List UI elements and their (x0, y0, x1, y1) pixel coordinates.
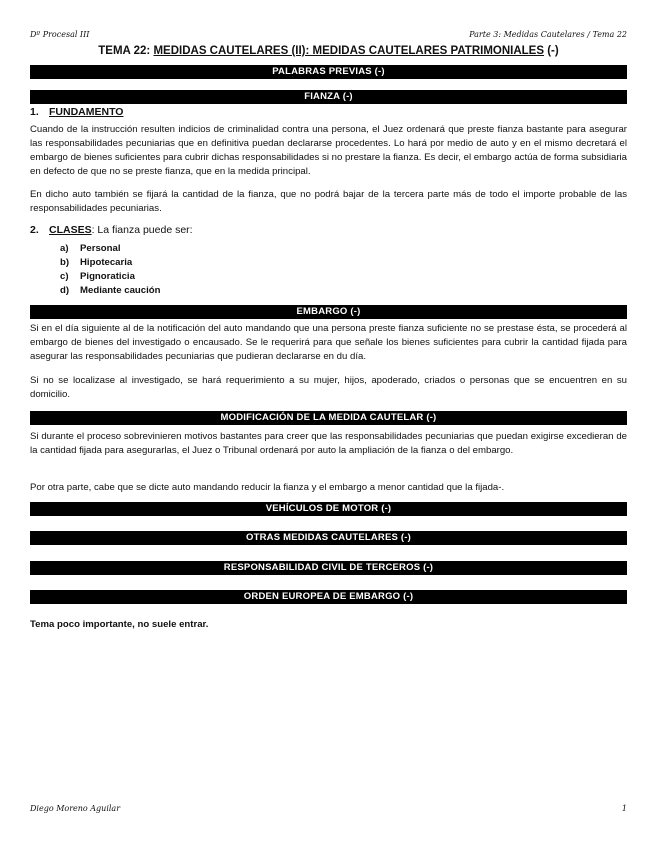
section-bar-vehiculos: VEHÍCULOS DE MOTOR (-) (30, 502, 627, 516)
subsection-label: FUNDAMENTO (49, 106, 124, 118)
subsection-label: CLASES (49, 224, 92, 236)
modificacion-paragraph-1: Si durante el proceso sobrevinieren motivos bastantes para creer que las responsabilidades pecuniarias que puedan exigirse excedieran de la cantidad fijada para asegurarlas, el Juez o Tribunal ordenará por auto la ampliación de la fianza o del embargo. (30, 431, 627, 456)
title-underlined: MEDIDAS CAUTELARES (II): MEDIDAS CAUTELARES PATRIMONIALES (153, 45, 545, 57)
closing-note: Tema poco importante, no suele entrar. (30, 619, 209, 630)
document-title (30, 45, 627, 57)
list-item: a) Personal (60, 243, 121, 254)
section-bar-embargo: EMBARGO (-) (30, 305, 627, 319)
list-item: b) Hipotecaria (60, 257, 133, 268)
modificacion-paragraph-2: Por otra parte, cabe que se dicte auto mandando reducir la fianza y el embargo a menor cantidad que la fijada-. (30, 482, 505, 493)
section-bar-otras-medidas: OTRAS MEDIDAS CAUTELARES (-) (30, 531, 627, 545)
subsection-text: : La fianza puede ser: (91, 224, 193, 236)
embargo-paragraph-1: Si en el día siguiente al de la notificación del auto mandando que una persona preste fianza suficiente no se prestase ésta, se procederá al embargo de bienes del investigado o encausado. Se le requerirá para que señale los bienes suficientes para cubrir la cantidad fijada para asegurar las responsabilidades pecuniarias que pudieran declararse en du día. (30, 323, 627, 362)
section-bar-responsabilidad: RESPONSABILIDAD CIVIL DE TERCEROS (-) (30, 561, 627, 575)
header-right: Parte 3: Medidas Cautelares / Tema 22 (469, 30, 627, 39)
title-suffix: (-) (544, 45, 559, 57)
subsection-number: 1. (30, 106, 39, 118)
footer-author: Diego Moreno Aguilar (30, 804, 121, 813)
title-prefix: TEMA 22: (98, 45, 154, 57)
document-page (30, 0, 627, 848)
section-bar-fianza: FIANZA (-) (30, 90, 627, 104)
subsection-number: 2. (30, 224, 39, 236)
subsection-fundamento (30, 106, 123, 118)
list-item: d) Mediante caución (60, 285, 161, 296)
header-left: Dº Procesal III (30, 30, 90, 39)
list-item: c) Pignoraticia (60, 271, 135, 282)
section-bar-orden-europea: ORDEN EUROPEA DE EMBARGO (-) (30, 590, 627, 604)
clases-list (60, 242, 161, 298)
page-number: 1 (621, 804, 627, 813)
embargo-paragraph-2: Si no se localizase al investigado, se hará requerimiento a su mujer, hijos, apoderado, criados o personas que se encuentren en su domicilio. (30, 375, 627, 400)
fianza-paragraph-1: Cuando de la instrucción resulten indicios de criminalidad contra una persona, el Juez ordenará que preste fianza bastante para asegurar las responsabilidades pecuniarias que en definitiva puedan declararse procedentes. Lo hará por medio de auto y en el mismo decretará el embargo de bienes suficientes para cubrir dichas responsabilidades si no prestare la fianza. Es decir, el embargo actúa de forma subsidiaria en defecto de que no se preste fianza, que en la medida principal. (30, 124, 627, 177)
fianza-paragraph-2: En dicho auto también se fijará la cantidad de la fianza, que no podrá bajar de la tercera parte más de todo el importe probable de las responsabilidades pecuniarias. (30, 189, 627, 214)
section-bar-palabras-previas: PALABRAS PREVIAS (-) (30, 65, 627, 79)
section-bar-modificacion: MODIFICACIÓN DE LA MEDIDA CAUTELAR (-) (30, 411, 627, 425)
subsection-clases (30, 224, 193, 236)
